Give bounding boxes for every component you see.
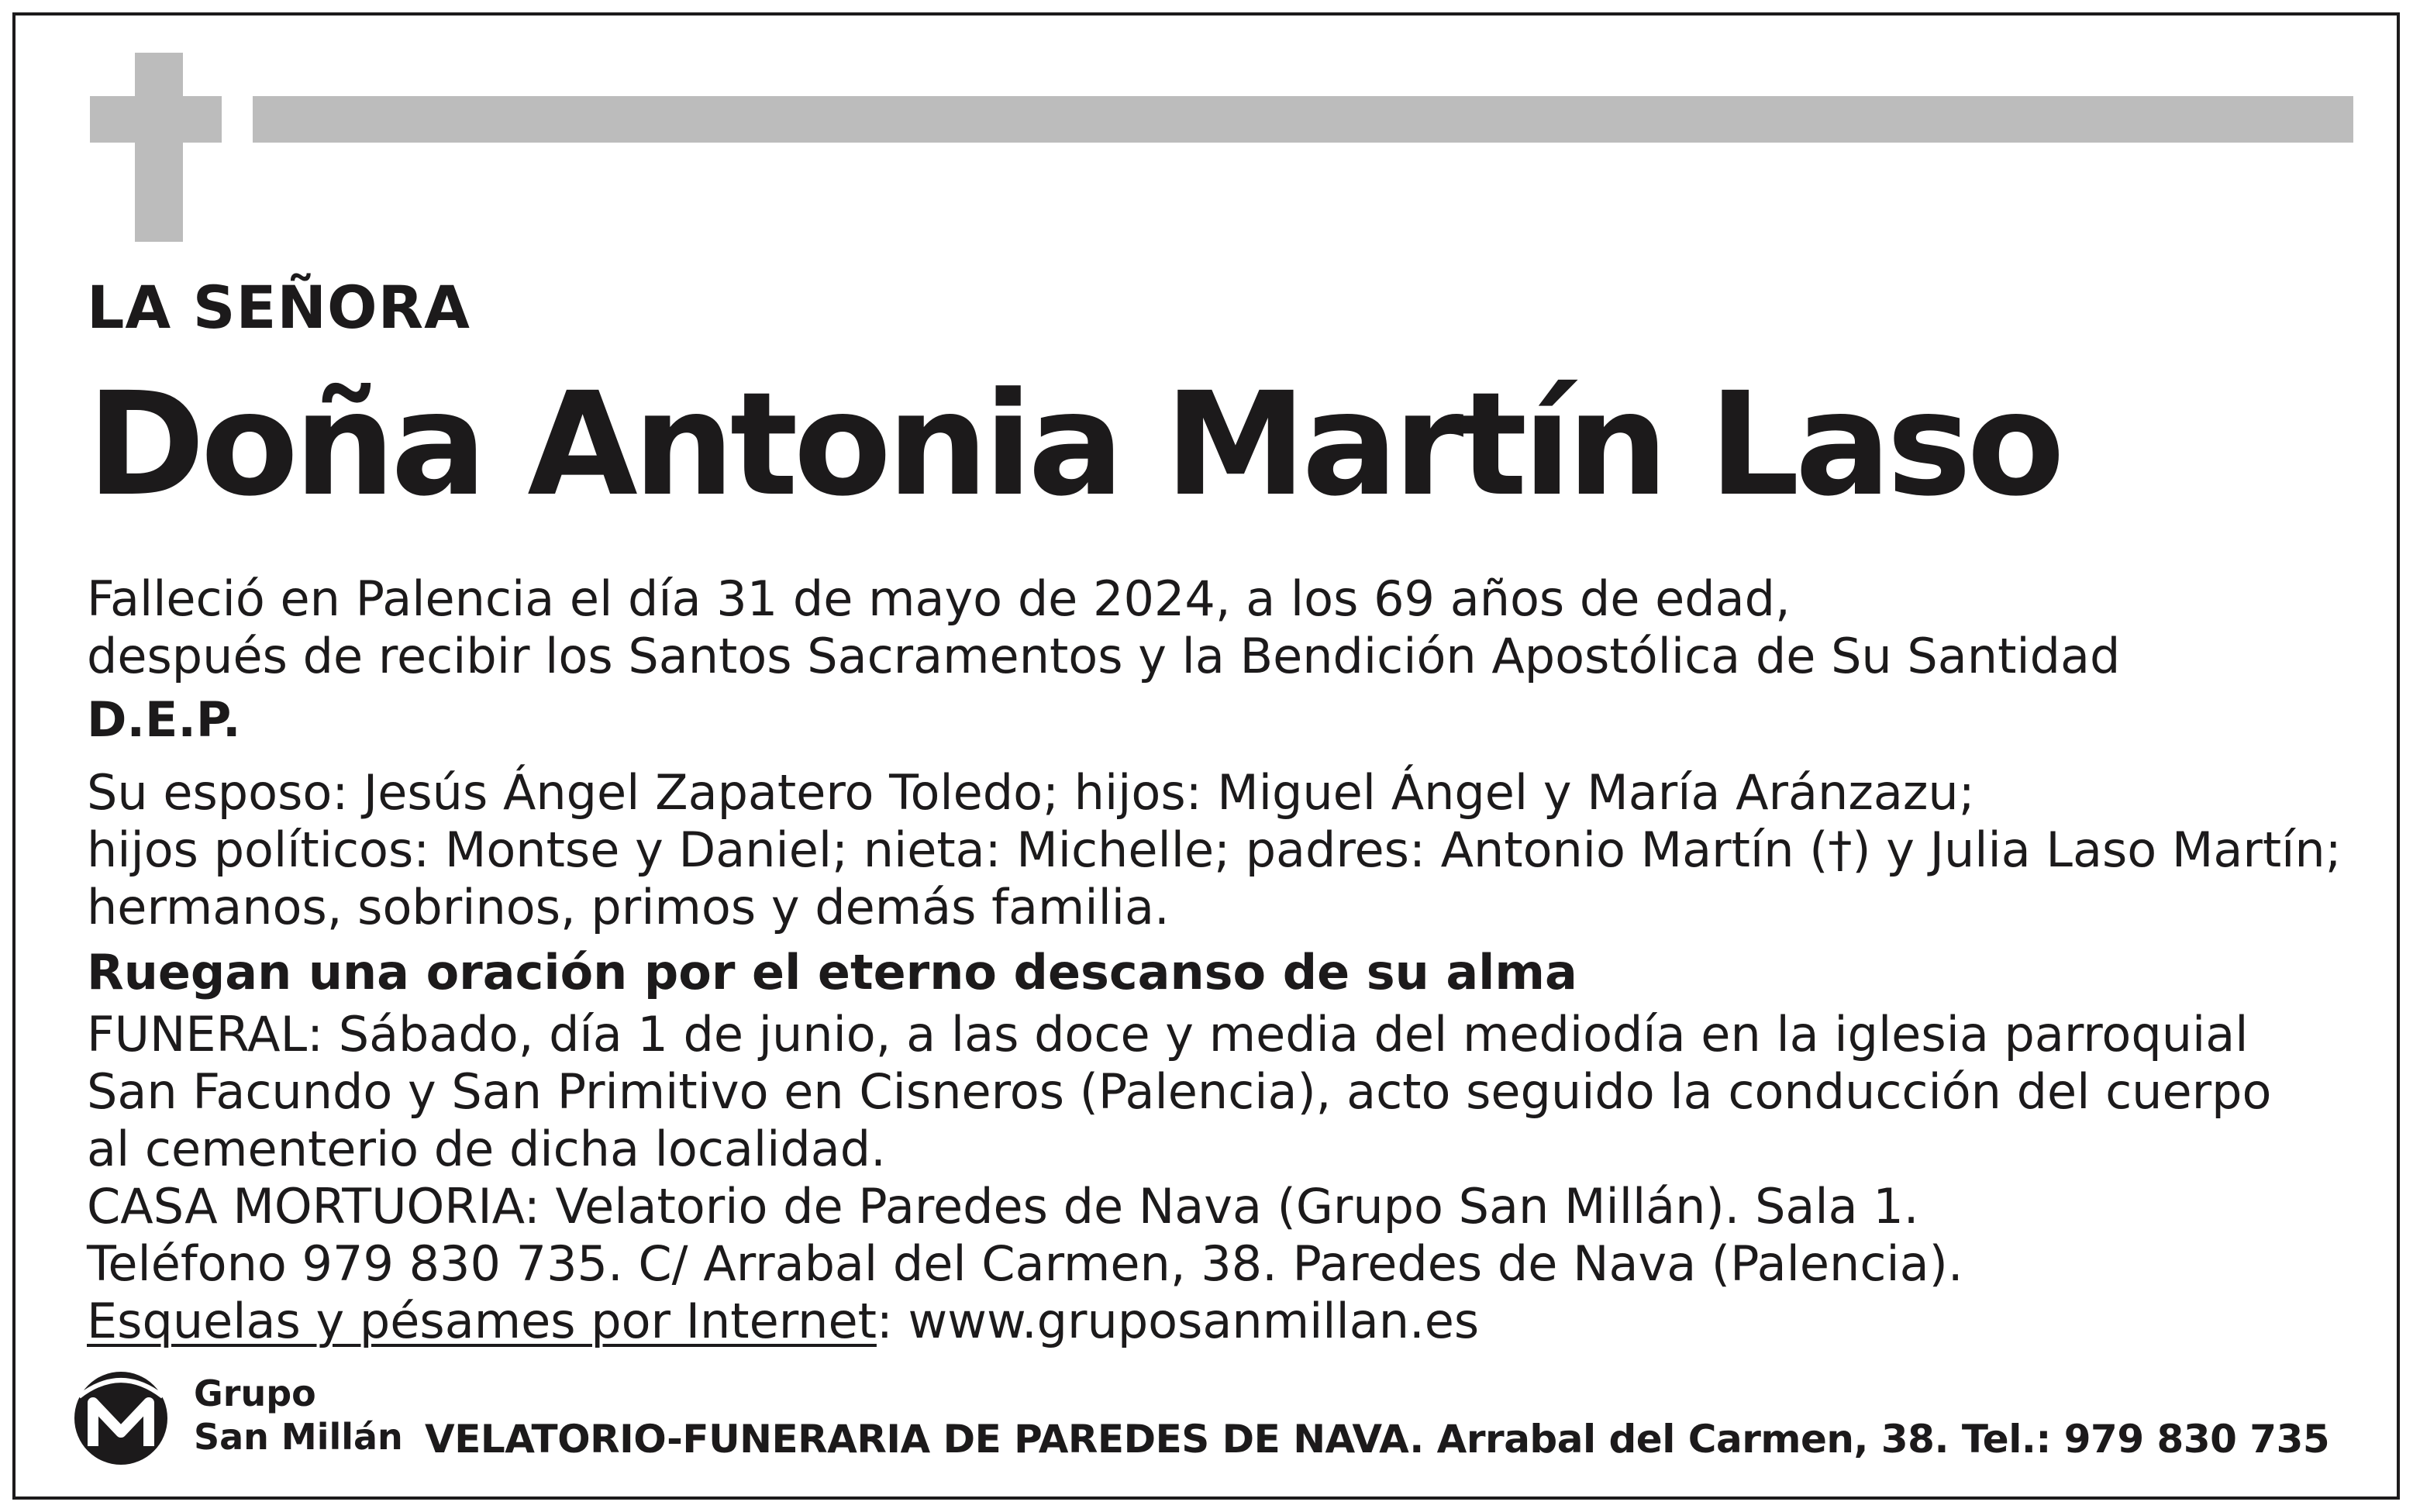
internet-separator: : xyxy=(876,1293,893,1349)
family-line-3: hermanos, sobrinos, primos y demás familia. xyxy=(87,879,1170,935)
grupo-san-millan-logo-icon xyxy=(71,1366,171,1471)
family-line-2: hijos políticos: Montse y Daniel; nieta: Michelle; padres: Antonio Martín (†) y Julia Laso Martín; xyxy=(87,821,2342,878)
funeral-line-1: FUNERAL: Sábado, día 1 de junio, a las doce y media del mediodía en la iglesia parroquial xyxy=(87,1006,2249,1063)
website-link[interactable]: www.gruposanmillan.es xyxy=(908,1293,1480,1349)
funeral-line-2: San Facundo y San Primitivo en Cisneros (Palencia), acto seguido la conducción del cuerpo xyxy=(87,1063,2272,1120)
funeral-line-3: al cementerio de dicha localidad. xyxy=(87,1121,886,1177)
footer-address: VELATORIO-FUNERARIA DE PAREDES DE NAVA. Arrabal del Carmen, 38. Tel.: 979 830 735 xyxy=(425,1417,2330,1462)
dep-text: D.E.P. xyxy=(87,691,241,748)
title-label: LA SEÑORA xyxy=(87,273,471,342)
mortuary-line-1: CASA MORTUORIA: Velatorio de Paredes de Nava (Grupo San Millán). Sala 1. xyxy=(87,1178,1919,1235)
deceased-name: Doña Antonia Martín Laso xyxy=(87,362,2060,528)
internet-line xyxy=(87,1293,1479,1350)
death-line-2: después de recibir los Santos Sacramentos y la Bendición Apostólica de Su Santidad xyxy=(87,628,2121,684)
logo-text-line-2: San Millán xyxy=(194,1416,403,1458)
mortuary-line-2: Teléfono 979 830 735. C/ Arrabal del Carmen, 38. Paredes de Nava (Palencia). xyxy=(87,1235,1963,1292)
logo-text xyxy=(194,1372,403,1459)
internet-label: Esquelas y pésames por Internet xyxy=(87,1293,877,1349)
cross-icon-horizontal xyxy=(90,96,222,143)
header-divider-bar xyxy=(253,96,2353,143)
prayer-text: Ruegan una oración por el eterno descanso de su alma xyxy=(87,944,1577,1001)
family-line-1: Su esposo: Jesús Ángel Zapatero Toledo; hijos: Miguel Ángel y María Aránzazu; xyxy=(87,764,1975,821)
death-line-1: Falleció en Palencia el día 31 de mayo de 2024, a los 69 años de edad, xyxy=(87,570,1791,627)
cross-icon-vertical xyxy=(135,53,183,242)
logo-text-line-1: Grupo xyxy=(194,1373,316,1414)
